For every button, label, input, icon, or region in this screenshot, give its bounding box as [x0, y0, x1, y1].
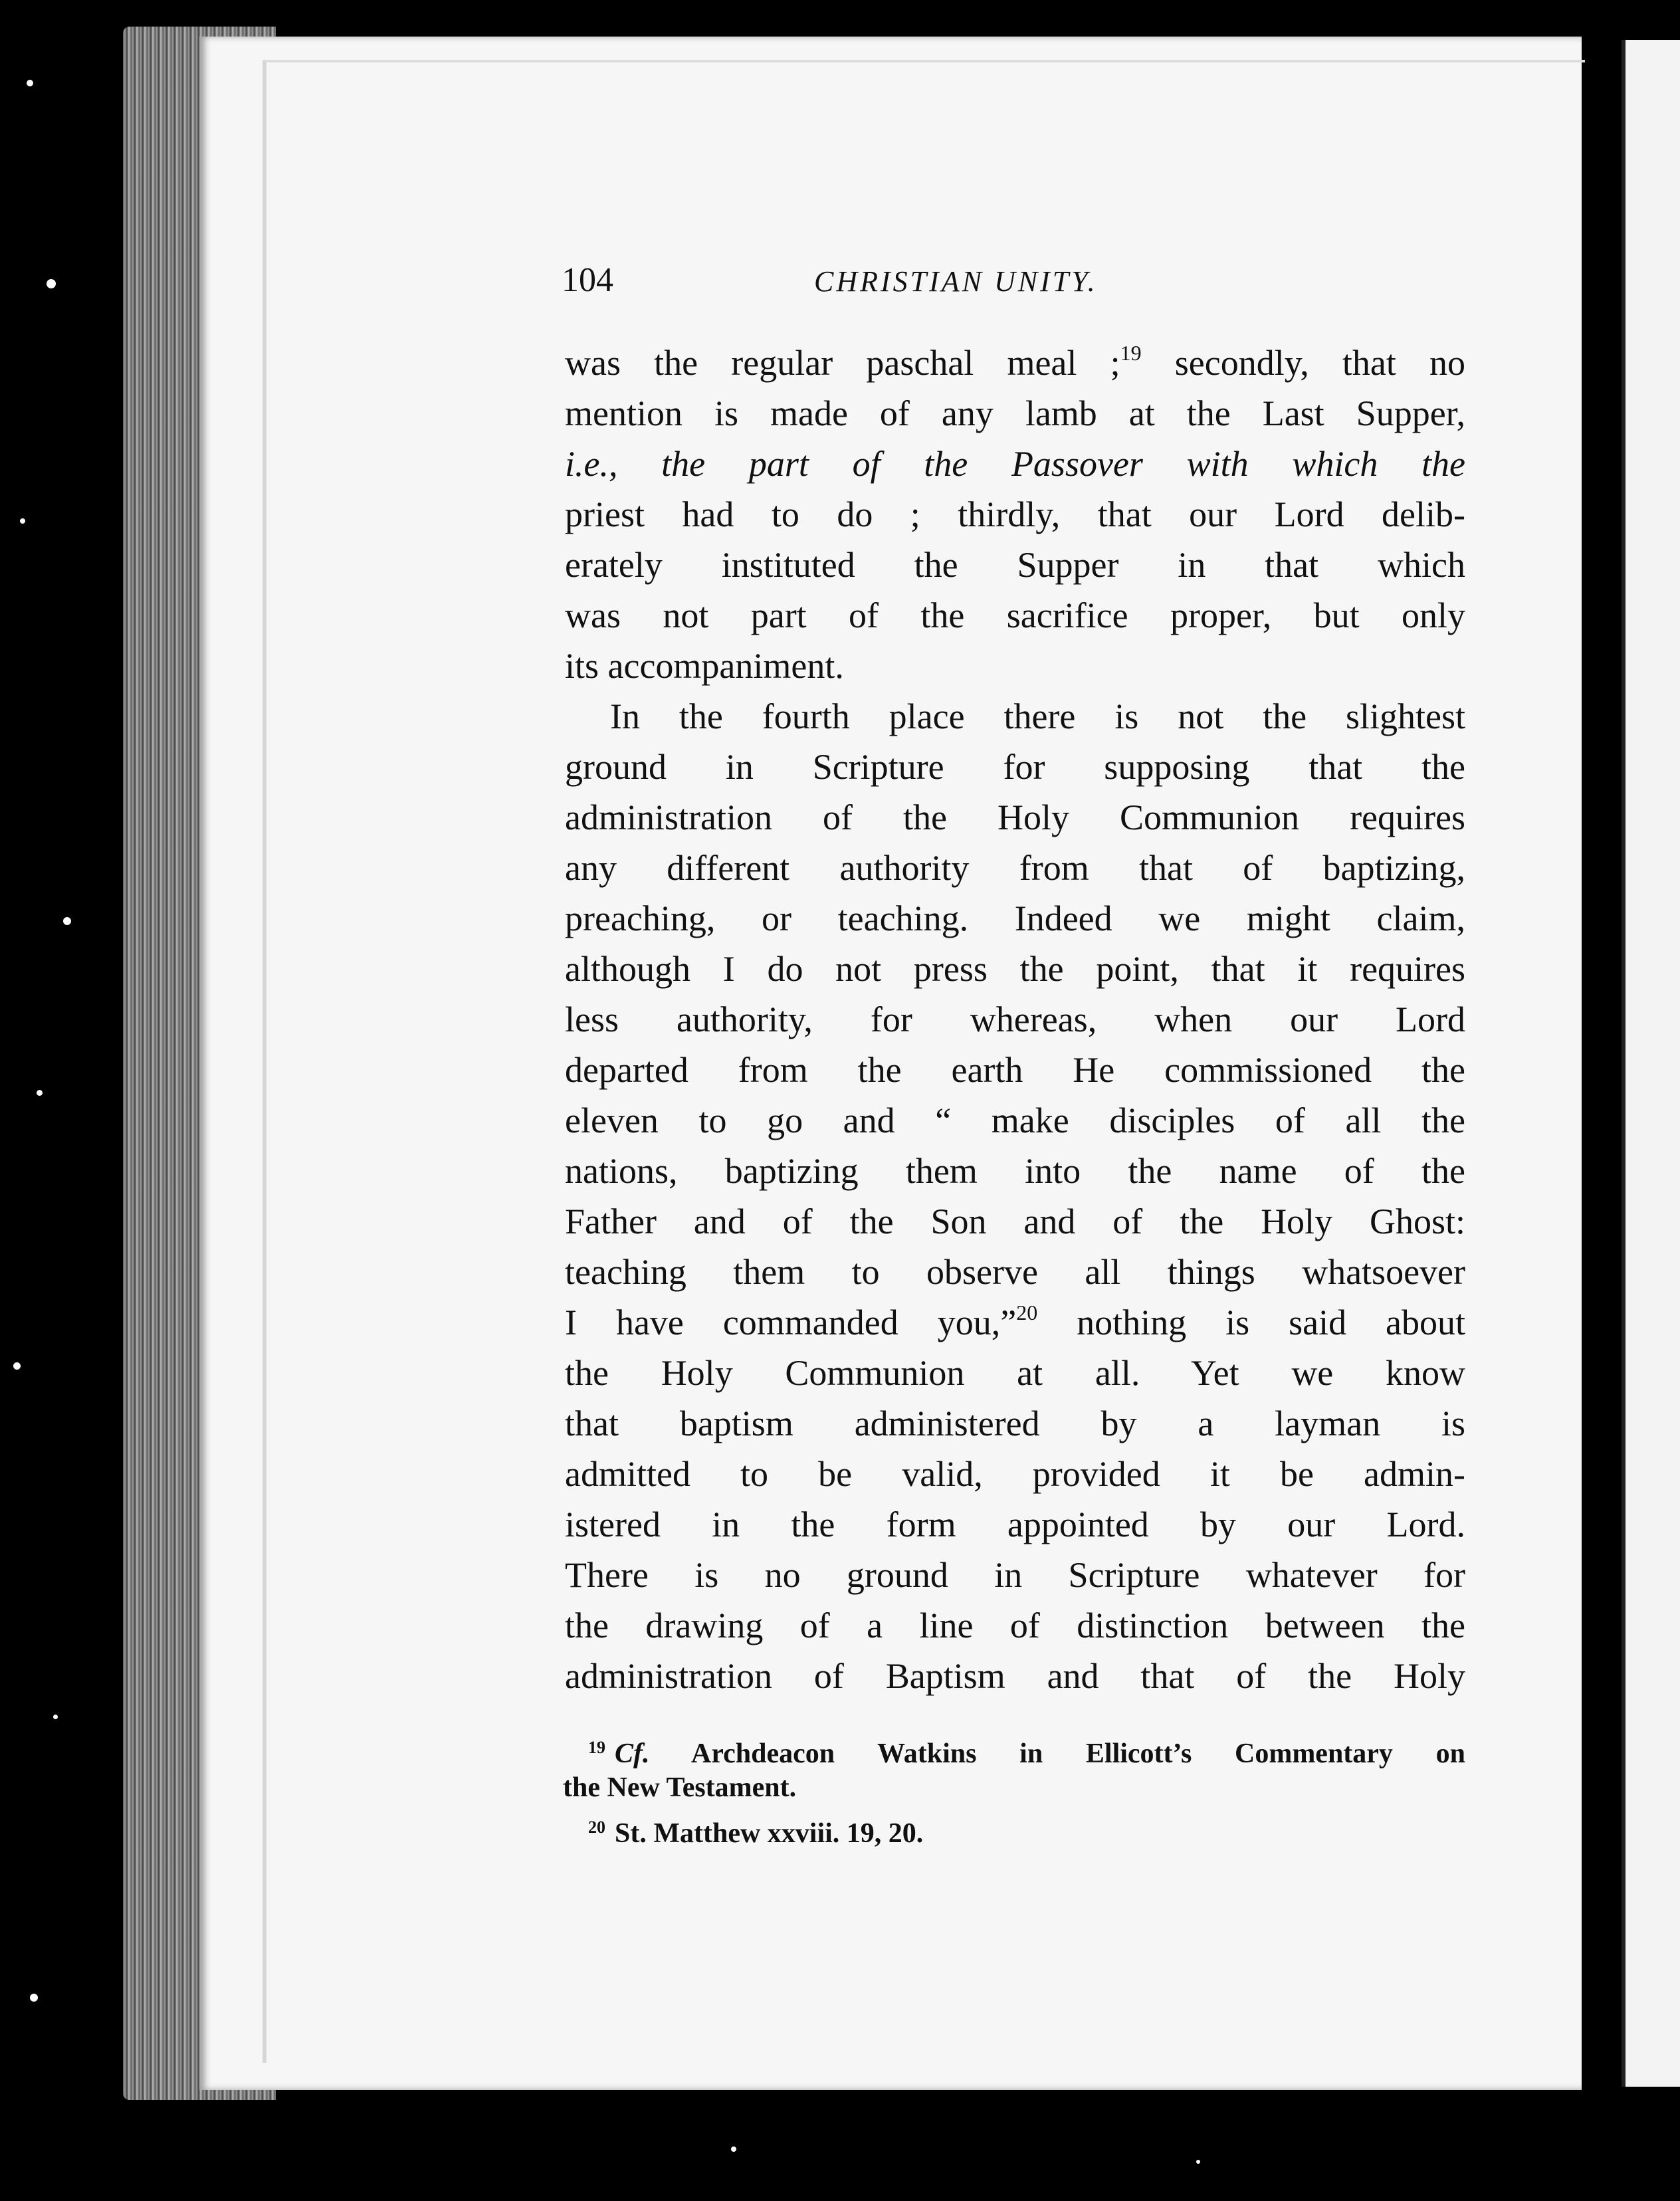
- text-line: admitted to be valid, provided it be admin-: [565, 1454, 1465, 1494]
- text-line: preaching, or teaching. Indeed we might claim,: [565, 898, 1465, 938]
- footnote-20: $^{20}$ St. Matthew xxviii. 19, 20.: [588, 1818, 924, 1849]
- page-number: 104: [562, 261, 613, 299]
- text-line: was the regular paschal meal ;$^{19}$ secondly, that no: [565, 341, 1466, 383]
- text-line: any different authority from that of baptizing,: [565, 848, 1465, 888]
- text-line: the drawing of a line of distinction between the: [565, 1606, 1465, 1645]
- paragraph-start: In the fourth place there is not the slightest: [610, 696, 1465, 736]
- running-title: CHRISTIAN UNITY.: [814, 265, 1098, 298]
- text-line: Father and of the Son and of the Holy Ghost:: [565, 1202, 1465, 1241]
- body-text: [565, 338, 1465, 1701]
- text-line: teaching them to observe all things whatsoever: [565, 1252, 1465, 1292]
- footnote-ref-19: 19: [1120, 341, 1142, 365]
- footnote-mark: 20: [588, 1818, 605, 1837]
- text-line: the Holy Communion at all. Yet we know: [565, 1353, 1465, 1393]
- text-line: erately instituted the Supper in that which: [565, 545, 1465, 585]
- footnotes: [563, 1728, 1465, 1849]
- text-line: less authority, for whereas, when our Lord: [565, 999, 1465, 1039]
- text-line: nations, baptizing them into the name of the: [565, 1151, 1465, 1191]
- footnote-19: $^{19}$ Cf. Archdeacon Watkins in Ellicott’s Commentary on: [588, 1738, 1465, 1769]
- footnote-mark: 19: [588, 1738, 605, 1757]
- text-line: administration of the Holy Communion requires: [565, 797, 1465, 837]
- text-line: istered in the form appointed by our Lord.: [565, 1505, 1465, 1544]
- text-line: i.e., the part of the Passover with which the: [565, 444, 1465, 484]
- facing-page-edge: [1622, 40, 1680, 2087]
- footnote-ref-20: 20: [1016, 1301, 1038, 1324]
- text-line: ground in Scripture for supposing that the: [565, 747, 1465, 787]
- text-line: There is no ground in Scripture whatever for: [565, 1555, 1465, 1595]
- text-line: eleven to go and “ make disciples of all the: [565, 1100, 1465, 1140]
- text-line: although I do not press the point, that it requires: [565, 949, 1465, 989]
- text-line: was not part of the sacrifice proper, but only: [565, 595, 1465, 635]
- footnote-19-continuation: the New Testament.: [563, 1772, 797, 1803]
- text-line: administration of Baptism and that of the Holy: [565, 1656, 1465, 1696]
- text-line: departed from the earth He commissioned the: [565, 1050, 1465, 1090]
- text-line: I have commanded you,”$^{20}$ nothing is said about: [565, 1301, 1466, 1342]
- text-line: that baptism administered by a layman is: [565, 1404, 1465, 1443]
- text-line: priest had to do ; thirdly, that our Lord delib-: [565, 494, 1465, 534]
- running-head: [562, 261, 1180, 307]
- text-line: mention is made of any lamb at the Last Supper,: [565, 393, 1465, 433]
- text-line: its accompaniment.: [565, 646, 844, 686]
